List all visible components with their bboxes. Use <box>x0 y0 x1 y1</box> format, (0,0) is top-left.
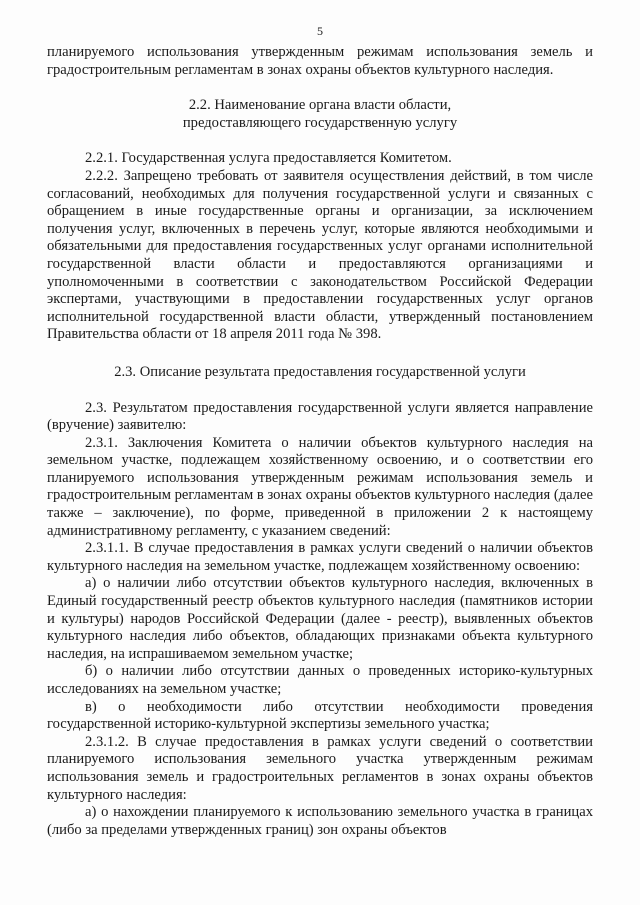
paragraph-2-3-1: 2.3.1. Заключения Комитета о наличии объектов культурного наследия на земельном участке, подлежащем хозяйственному освоению, и о соответствии его планируемого использования утвержденным режимам использования земель и градостроительным регламентам в зонах охраны объектов культурного наследия (далее также – заключение), по форме, приведенной в приложении 2 к настоящему административному регламенту, с указанием сведений: <box>47 434 593 539</box>
intro-paragraph: планируемого использования утвержденным режимам использования земель и градостроительным регламентам в зонах охраны объектов культурного наследия. <box>47 44 593 78</box>
section-heading-2-2-line2: предоставляющего государственную услугу <box>182 114 458 131</box>
document-body <box>47 44 593 839</box>
paragraph-item-a-1: а) о наличии либо отсутствии объектов культурного наследия, включенных в Единый государственный реестр объектов культурного наследия (памятников истории и культуры) народов Российской Федерации (далее - реестр), выявленных объектов культурного наследия либо объектов, обладающих признаками объекта культурного наследия, на испрашиваемом земельном участке; <box>47 575 593 662</box>
paragraph-2-2-1: 2.2.1. Государственная услуга предоставляется Комитетом. <box>85 150 452 167</box>
section-heading-2-2-line1: 2.2. Наименование органа власти области, <box>188 97 452 114</box>
paragraph-item-b-1: б) о наличии либо отсутствии данных о проведенных историко-культурных исследованиях на земельном участке; <box>47 663 593 697</box>
paragraph-2-2-2: 2.2.2. Запрещено требовать от заявителя осуществления действий, в том числе согласований, необходимых для получения государственной услуги и связанных с обращением в иные государственные органы и организации, за исключением получения услуг, включенных в перечень услуг, которые являются необходимыми и обязательными для предоставления государственных услуг органами исполнительной государственной власти области и предоставляются организациями и уполномоченными в соответствии с законодательством Российской Федерации экспертами, участвующими в предоставлении государственных услуг органов исполнительной государственной власти области, утвержденный постановлением Правительства области от 18 апреля 2011 года № 398. <box>47 167 593 343</box>
paragraph-2-3-1-1: 2.3.1.1. В случае предоставления в рамках услуги сведений о наличии объектов культурного наследия на земельном участке, подлежащем хозяйственному освоению: <box>47 540 593 574</box>
paragraph-2-3-1-2: 2.3.1.2. В случае предоставления в рамках услуги сведений о соответствии планируемого использования земельного участка утвержденным режимам использования земель и градостроительных регламентов в зонах охраны объектов культурного наследия: <box>47 733 593 803</box>
paragraph-2-3: 2.3. Результатом предоставления государственной услуги является направление (вручение) заявителю: <box>47 399 593 434</box>
paragraph-item-a-2: а) о нахождении планируемого к использованию земельного участка в границах (либо за пределами утвержденных границ) зон охраны объектов <box>47 804 593 838</box>
page-number: 5 <box>317 24 323 38</box>
section-heading-2-3: 2.3. Описание результата предоставления государственной услуги <box>114 363 526 380</box>
paragraph-item-v-1: в) о необходимости либо отсутствии необходимости проведения государственной историко-культурной экспертизы земельного участка; <box>47 698 593 733</box>
